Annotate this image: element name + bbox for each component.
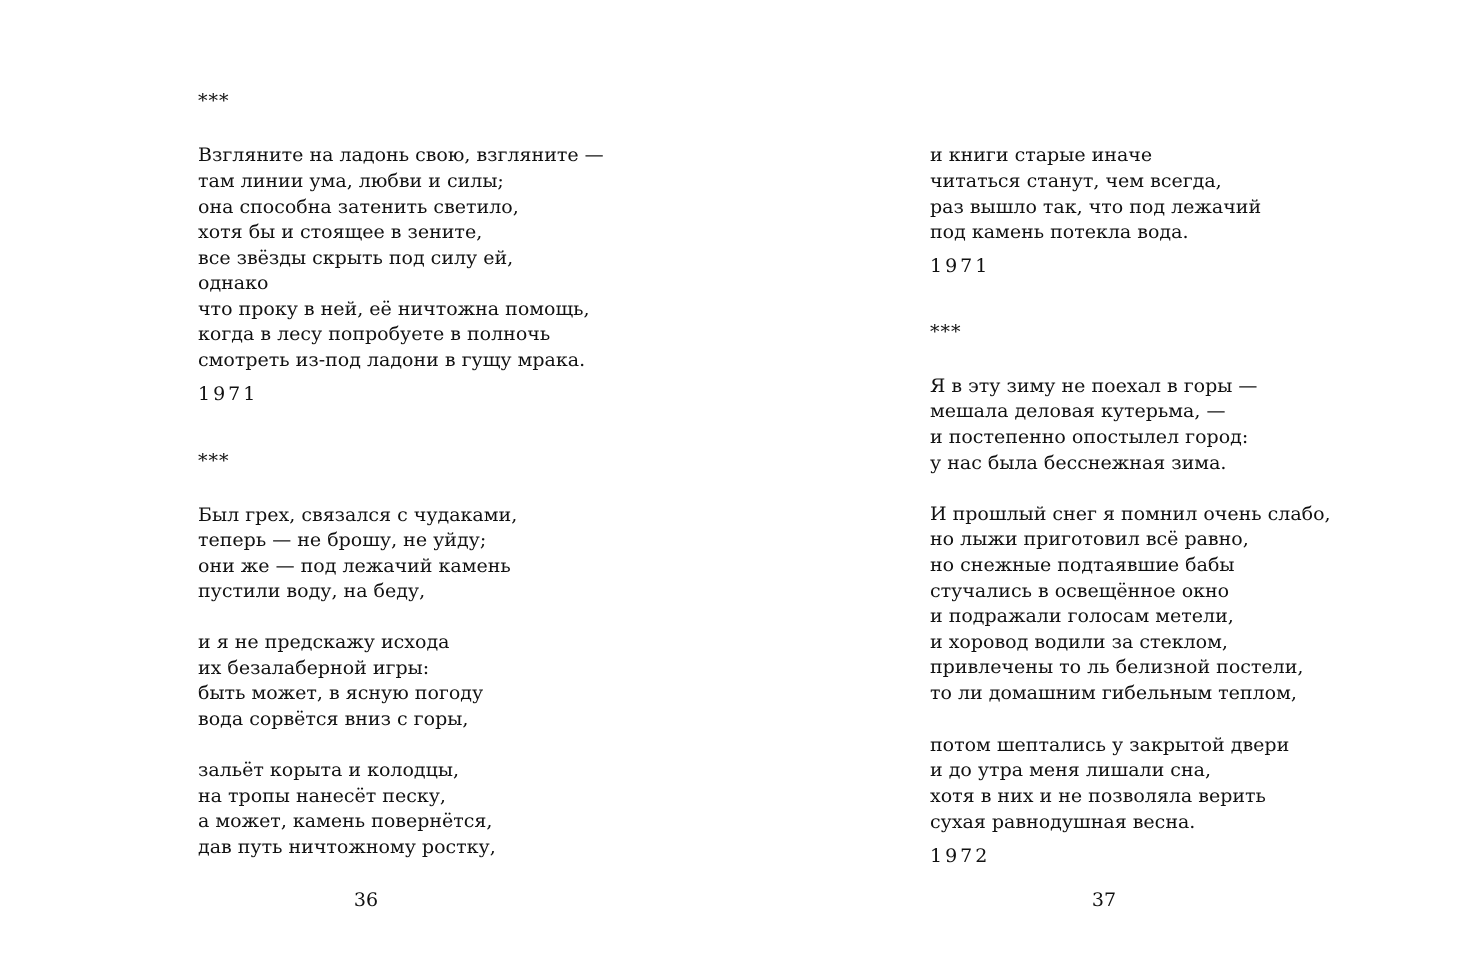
poem-line: теперь — не брошу, не уйду;	[198, 529, 487, 551]
poem-line: дав путь ничтожному ростку,	[198, 836, 496, 858]
poem-line: И прошлый снег я помнил очень слабо,	[930, 503, 1331, 525]
poem-line: что проку в ней, её ничтожна помощь,	[198, 298, 590, 320]
poem-line: но лыжи приготовил всё равно,	[930, 528, 1249, 550]
poem-line: но снежные подтаявшие бабы	[930, 554, 1235, 576]
poem-line: привлечены то ль белизной постели,	[930, 656, 1304, 678]
poem-line: на тропы нанесёт песку,	[198, 785, 446, 807]
poem-line: под камень потекла вода.	[930, 221, 1189, 243]
poem-line: и книги старые иначе	[930, 144, 1153, 166]
poem-line: сухая равнодушная весна.	[930, 811, 1196, 833]
poem-line: там линии ума, любви и силы;	[198, 170, 504, 192]
poem-line: то ли домашним гибельным теплом,	[930, 682, 1297, 704]
poem-line: Взгляните на ладонь свою, взгляните —	[198, 144, 604, 166]
poem-line: их безалаберной игры:	[198, 657, 430, 679]
poem-line: мешала деловая кутерьма, —	[930, 400, 1226, 422]
poem-line: у нас была бесснежная зима.	[930, 452, 1227, 474]
poem-line: все звёзды скрыть под силу ей,	[198, 247, 514, 269]
poem-line: когда в лесу попробуете в полночь	[198, 323, 551, 345]
poem-line: зальёт корыта и колодцы,	[198, 759, 459, 781]
poem-line: они же — под лежачий камень	[198, 555, 511, 577]
poem-line: читаться станут, чем всегда,	[930, 170, 1222, 192]
poem-line: и постепенно опостылел город:	[930, 426, 1249, 448]
poem-year: 1971	[930, 255, 991, 277]
poem-separator: ***	[198, 450, 230, 472]
poem-separator: ***	[198, 90, 230, 112]
poem-line: потом шептались у закрытой двери	[930, 734, 1290, 756]
poem-separator: ***	[930, 321, 962, 343]
poem-line: и подражали голосам метели,	[930, 605, 1234, 627]
poem-year: 1971	[198, 383, 259, 405]
poem-line: вода сорвётся вниз с горы,	[198, 708, 469, 730]
poem-line: стучались в освещённое окно	[930, 580, 1230, 602]
poem-line: смотреть из-под ладони в гущу мрака.	[198, 349, 586, 371]
poem-line: и я не предскажу исхода	[198, 631, 450, 653]
poem-line: и хоровод водили за стеклом,	[930, 631, 1228, 653]
right-page	[735, 0, 1471, 957]
poem-line: а может, камень повернётся,	[198, 810, 493, 832]
poem-line: Я в эту зиму не поехал в горы —	[930, 375, 1258, 397]
left-page	[0, 0, 735, 957]
page-number: 36	[353, 889, 379, 911]
poem-line: хотя в них и не позволяла верить	[930, 785, 1266, 807]
poem-year: 1972	[930, 845, 991, 867]
poem-line: и до утра меня лишали сна,	[930, 759, 1211, 781]
poem-line: Был грех, связался с чудаками,	[198, 504, 518, 526]
poem-line: раз вышло так, что под лежачий	[930, 196, 1262, 218]
poem-line: однако	[198, 272, 269, 294]
poem-line: быть может, в ясную погоду	[198, 682, 484, 704]
page-number: 37	[1091, 889, 1117, 911]
poem-line: она способна затенить светило,	[198, 196, 519, 218]
poem-line: пустили воду, на беду,	[198, 580, 426, 602]
poem-line: хотя бы и стоящее в зените,	[198, 221, 483, 243]
